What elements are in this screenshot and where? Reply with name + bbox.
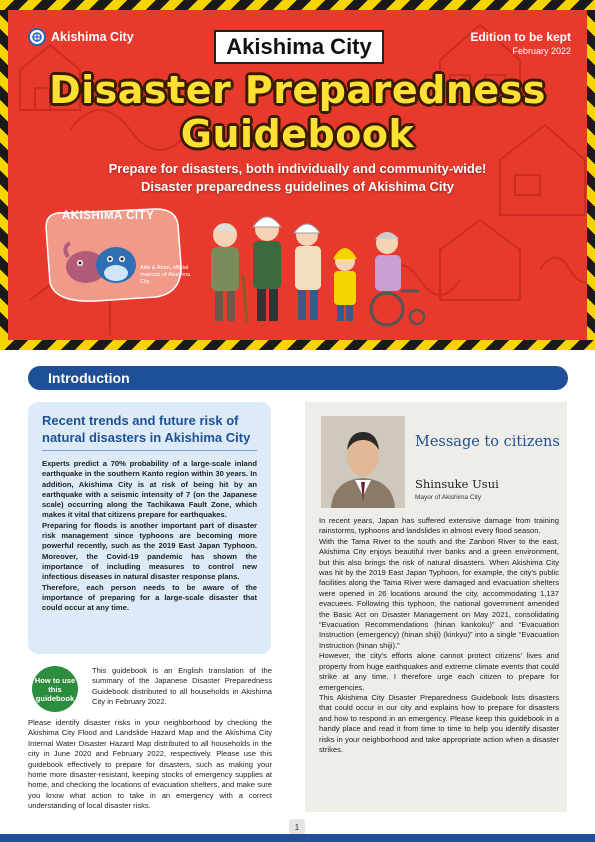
page-number: 1 [289,819,305,835]
mascot-caption: Akki & Airan, official mascots of Akishima City [140,265,191,285]
logo-text: Akishima City [51,30,134,44]
message-title: Message to citizens [415,434,560,450]
trends-paragraph: Experts predict a 70% probability of a large-scale inland earthquake in the southern Kanto region within 30 years. In addition, Akishima City is at risk of being hit by an earthquake with a seismic intensity of 7 (on the Japanese scale) occurring along the Tachikawa Fault Zone, which makes it vital that citizens prepare for earthquakes. [42,459,257,520]
hazard-stripe-top [0,0,595,10]
hazard-stripe-bottom [0,340,595,350]
edition-label: Edition to be kept [470,30,571,44]
how-to-use-badge: How to use this guidebook [32,666,78,712]
city-name-box: Akishima City [214,30,384,64]
introduction-heading-bar [28,366,568,390]
how-to-use-paragraph1: This guidebook is an English translation of the summary of the Japanese Disaster Preparedness Guidebook distributed to all households in Akishima City in February 2022. [92,666,272,707]
how-to-use-paragraph2: Please identify disaster risks in your neighborhood by checking the Akishima City Flood and Landslide Hazard Map and the Akishima City Internal Water Disaster Hazard Map distributed to all households in the city in June 2020 and February 2022, respectively. Please use this guidebook effectively to prepare for disasters, such as making your home more disaster-resistant, keeping stocks of emergency supplies at home, and checking the locations of evacuation shelters, and make sure you know what action to take in an emergency with a correct understanding of local disaster risks. [28,718,272,811]
message-paragraph: However, the city's efforts alone cannot protect citizens' lives and property from huge earthquakes and extreme climate events that could strike at any time. I therefore urge each citizen to prepare for emergencies. [319,651,559,692]
trends-box [28,402,271,654]
citizens-illustration [195,205,435,335]
subtitle-line2: Disaster preparedness guidelines of Akishima City [140,179,455,194]
message-paragraph: In recent years, Japan has suffered extensive damage from training rainstorms, typhoons and landslides in almost every flood season. [319,516,559,536]
trends-paragraph: Therefore, each person needs to be aware of the importance of preparing for a large-scale disaster that could occur at any time. [42,582,257,613]
message-body [319,516,559,755]
message-paragraph: With the Tama River to the south and the Zanbori River to the east, Akishima City enjoys beautiful river banks and a green environment, but this also brings the risk of natural disasters. When Akishima City was hit by the 2019 East Japan Typhoon, for example, the city's public facilities along the Tama River were damaged and evacuation shelters were opened in 26 locations around the city, accommodating 1,137 evacuees. Following this typhoon, the national government amended the Basic Act on Disaster Management on May 2021, consolidating “Evacuation Recommendations (hinan kankoku)” and “Evacuation Instruction (emergency) (hinan shiji) (kinkyu)” into a single “Evacuation Instruction (hinan shiji).” [319,536,559,650]
mayor-role: Mayor of Akishima City [415,494,482,501]
mascot-airan-icon [96,247,136,283]
subtitle-line1: Prepare for disasters, both individually and community-wide! [108,161,487,176]
message-paragraph: This Akishima City Disaster Preparedness Guidebook lists disasters that could occur in our city and explains how to prepare for disasters and how to respond in an emergency. Please keep this guidebook in a handy place and read it from time to time to help you identify disaster risks in your neighborhood and take appropriate action when a disaster strikes. [319,692,559,754]
mayor-name: Shinsuke Usui [415,477,499,491]
map-title: AKISHIMA CITY [62,210,155,222]
mayor-message-box [305,402,567,812]
guidebook-title-line2: Guidebook [180,112,415,156]
edition-info [470,30,571,56]
trends-body [42,459,257,613]
introduction-heading: Introduction [48,370,130,386]
footer-bar [0,834,595,842]
mayor-photo [321,416,405,508]
city-emblem-icon [28,28,46,46]
mayor-portrait-icon [321,416,405,508]
trends-paragraph: Preparing for floods is another important part of disaster risk management since typhoons are becoming more powerful recently, such as the 2019 East Japan Typhoon. Moreover, the Covid-19 pandemic has shown the importance of including measures to control new infectious diseases in natural disaster response plans. [42,520,257,582]
edition-date: February 2022 [512,46,571,56]
cover [0,0,595,350]
trends-title: Recent trends and future risk of natural disasters in Akishima City [42,412,257,451]
city-logo [28,28,134,46]
guidebook-title-line1: Disaster Preparedness [49,68,546,112]
